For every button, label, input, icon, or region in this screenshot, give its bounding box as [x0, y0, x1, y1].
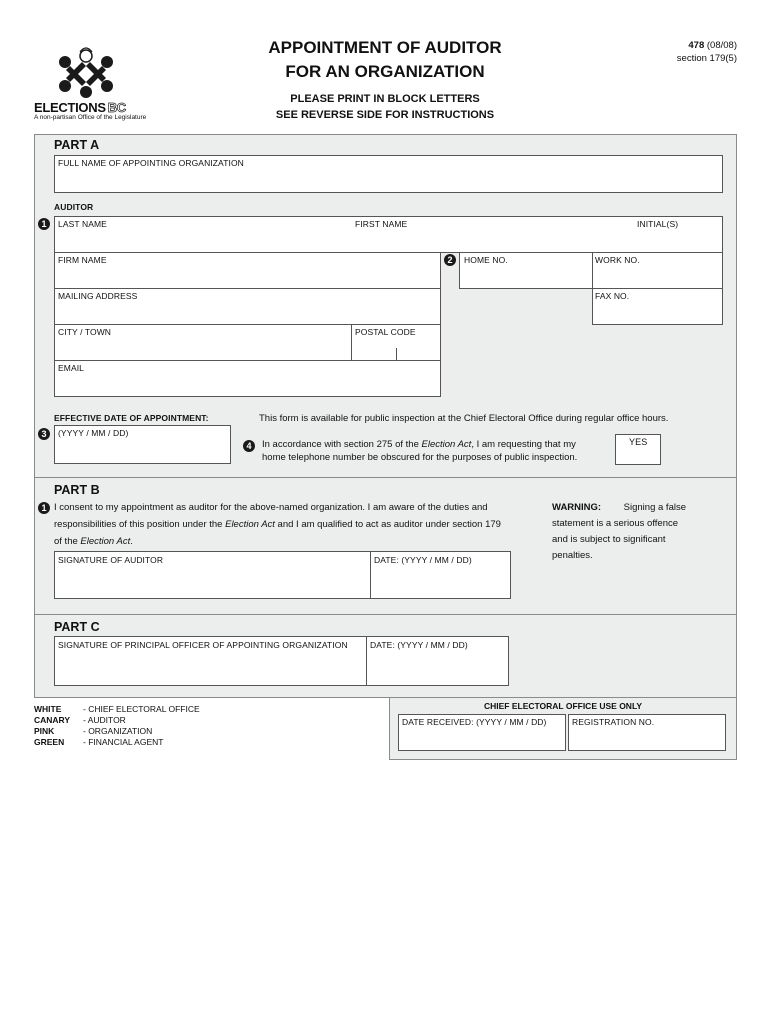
obscure-text-act: Election Act — [421, 439, 472, 450]
distribution-row — [34, 715, 200, 726]
part-a-heading: PART A — [54, 138, 100, 152]
registration-no-label: REGISTRATION NO. — [572, 717, 655, 727]
marker-3-icon: 3 — [38, 428, 50, 440]
distribution-row — [34, 726, 200, 737]
office-use-heading: CHIEF ELECTORAL OFFICE USE ONLY — [483, 701, 643, 711]
obscure-text-pre: In accordance with section 275 of the — [262, 439, 422, 450]
consent-line2-act: Election Act — [225, 519, 275, 530]
city-label: CITY / TOWN — [58, 327, 112, 337]
distribution-dest: - CHIEF ELECTORAL OFFICE — [83, 704, 200, 714]
distribution-row — [34, 704, 200, 715]
distribution-row — [34, 737, 200, 748]
consent-line3-pre: of the — [54, 536, 81, 547]
home-no-label: HOME NO. — [464, 255, 508, 265]
marker-1-icon: 1 — [38, 218, 50, 230]
instruction-block-letters: PLEASE PRINT IN BLOCK LETTERS — [290, 93, 480, 105]
logo-bc-text: BC — [107, 100, 126, 115]
part-b-marker-1-icon: 1 — [38, 502, 50, 514]
warning-notice — [552, 500, 686, 564]
elections-bc-emblem-icon — [34, 42, 144, 104]
public-inspection-notice: This form is available for public inspection at the Chief Electoral Office during regular office hours. — [259, 413, 669, 424]
mailing-address-label: MAILING ADDRESS — [58, 291, 138, 301]
warning-line4: penalties. — [552, 550, 593, 561]
obscure-text-line2: home telephone number be obscured for the purposes of public inspection. — [262, 452, 578, 463]
marker-4-icon: 4 — [243, 440, 255, 452]
date-received-label: DATE RECEIVED: (YYYY / MM / DD) — [402, 717, 547, 727]
distribution-color: GREEN — [34, 737, 65, 747]
warning-line3: and is subject to significant — [552, 534, 666, 545]
email-label: EMAIL — [58, 363, 85, 373]
effective-date-label: EFFECTIVE DATE OF APPOINTMENT: — [54, 413, 209, 423]
firm-name-label: FIRM NAME — [58, 255, 107, 265]
auditor-signature-label: SIGNATURE OF AUDITOR — [58, 555, 164, 565]
last-name-label: LAST NAME — [58, 219, 107, 229]
yes-label: YES — [629, 437, 648, 447]
consent-line3-post: . — [130, 536, 133, 547]
email-field[interactable] — [54, 360, 441, 397]
obscure-phone-request — [262, 438, 577, 464]
warning-label: WARNING: — [552, 502, 602, 513]
effective-date-placeholder: (YYYY / MM / DD) — [58, 428, 129, 438]
part-c-heading: PART C — [54, 620, 100, 634]
marker-2-icon: 2 — [444, 254, 456, 266]
consent-line3-act: Election Act — [80, 536, 131, 547]
form-number-date: (08/08) — [706, 40, 737, 51]
instruction-reverse-side: SEE REVERSE SIDE FOR INSTRUCTIONS — [275, 109, 495, 121]
auditor-heading: AUDITOR — [54, 202, 94, 212]
work-no-label: WORK NO. — [595, 255, 640, 265]
obscure-text-post: , I am requesting that my — [471, 439, 576, 450]
distribution-color: CANARY — [34, 715, 71, 725]
logo-tagline: A non-partisan Office of the Legislature — [34, 114, 147, 121]
distribution-dest: - AUDITOR — [83, 715, 126, 725]
consent-line2-pre: responsibilities of this position under the — [54, 519, 226, 530]
warning-line2: statement is a serious offence — [552, 518, 679, 529]
initials-label: INITIAL(S) — [637, 219, 679, 229]
principal-date-label: DATE: (YYYY / MM / DD) — [370, 640, 468, 650]
form-title-line2: FOR AN ORGANIZATION — [285, 62, 485, 81]
form-number — [620, 40, 737, 51]
principal-signature-label: SIGNATURE OF PRINCIPAL OFFICER OF APPOINTING ORGANIZATION — [58, 640, 348, 650]
logo-elections-text: ELECTIONS — [34, 100, 106, 115]
part-b-heading: PART B — [54, 483, 100, 497]
first-name-label: FIRST NAME — [355, 219, 408, 229]
distribution-color: PINK — [34, 726, 55, 736]
consent-statement — [54, 499, 524, 550]
distribution-dest: - ORGANIZATION — [83, 726, 153, 736]
auditor-date-label: DATE: (YYYY / MM / DD) — [374, 555, 472, 565]
fax-no-label: FAX NO. — [595, 291, 630, 301]
distribution-dest: - FINANCIAL AGENT — [83, 737, 164, 747]
form-number-value: 478 — [688, 40, 705, 51]
elections-bc-logo — [34, 42, 147, 122]
distribution-color: WHITE — [34, 704, 62, 714]
warning-line1: Signing a false — [623, 502, 686, 513]
distribution-list — [34, 704, 200, 748]
org-name-label: FULL NAME OF APPOINTING ORGANIZATION — [58, 158, 244, 168]
postal-code-label: POSTAL CODE — [355, 327, 416, 337]
firm-name-field[interactable] — [54, 252, 441, 289]
consent-line2-post: and I am qualified to act as auditor under section 179 — [274, 519, 501, 530]
section-reference: section 179(5) — [676, 53, 737, 64]
consent-line1: I consent to my appointment as auditor for the above-named organization. I am aware of the duties and — [54, 502, 488, 513]
form-title-line1: APPOINTMENT OF AUDITOR — [268, 38, 502, 57]
